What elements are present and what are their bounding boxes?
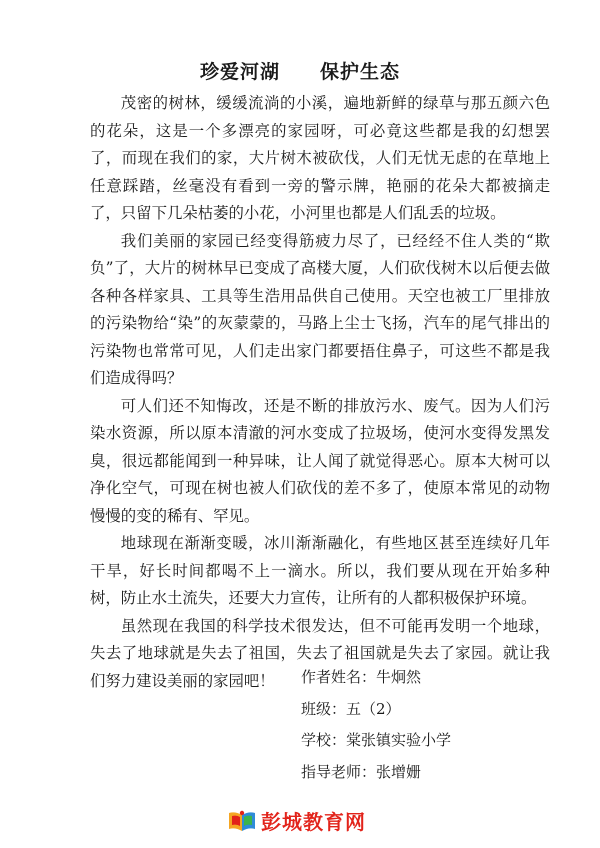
site-logo[interactable] bbox=[228, 806, 366, 835]
author-name: 作者姓名：牛炯然 bbox=[301, 668, 422, 686]
book-icon bbox=[228, 810, 256, 832]
article-body bbox=[90, 90, 550, 695]
paragraph-5: 虽然现在我国的科学技术很发达，但不可能再发明一个地球，失去了地球就是失去了祖国，失去了祖国就是失去了家园。就让我们努力建设美丽的家园吧！ bbox=[90, 616, 550, 690]
logo-text: 彭城教育网 bbox=[261, 810, 366, 834]
document-title: 珍爱河湖 保护生态 bbox=[199, 61, 400, 83]
teacher-info: 指导老师：张增姗 bbox=[301, 762, 422, 781]
paragraph-4: 地球现在渐渐变暖，冰川渐渐融化，有些地区甚至连续好几年干旱，好长时间都喝不上一滴水。所以，我们要从现在开始多种树，防止水土流失，还要大力宣传，让所有的人都积极保护环境。 bbox=[90, 534, 550, 607]
school-info: 学校：棠张镇实验小学 bbox=[301, 731, 452, 749]
paragraph-1: 茂密的树林，缓缓流淌的小溪，遍地新鲜的绿草与那五颜六色的花朵，这是一个多漂亮的家园呀，可必竟这些都是我的幻想罢了，而现在我们的家，大片树木被砍伐，人们无忧无虑的在草地上任意踩踏，丝毫没有看到一旁的警示牌，艳丽的花朵大都被摘走了，只留下几朵枯萎的小花，小河里也都是人们乱丢的垃圾。 bbox=[90, 94, 550, 222]
paragraph-2: 我们美丽的家园已经变得筋疲力尽了，已经经不住人类的“欺负”了，大片的树林早已变成了高楼大厦，人们砍伐树木以后便去做各种各样家具、工具等生浩用品供自己使用。天空也被工厂里排放的污染物给“染”的灰蒙蒙的，马路上尘士飞扬，汽车的尾气排出的污染物也常常可见，人们走出家门都要捂住鼻子，可这些不都是我们造成得吗？ bbox=[90, 231, 550, 387]
author-info bbox=[301, 662, 451, 788]
paragraph-3: 可人们还不知悔改，还是不断的排放污水、废气。因为人们污染水资源，所以原本清澈的河水变成了拉圾场，使河水变得发黑发臭，很远都能闻到一种异味，让人闻了就觉得恶心。原本大树可以净化空气，可现在树也被人们砍伐的差不多了，使原本常见的动物慢慢的变的稀有、罕见。 bbox=[90, 396, 550, 525]
class-info: 班级：五（2） bbox=[301, 699, 401, 718]
